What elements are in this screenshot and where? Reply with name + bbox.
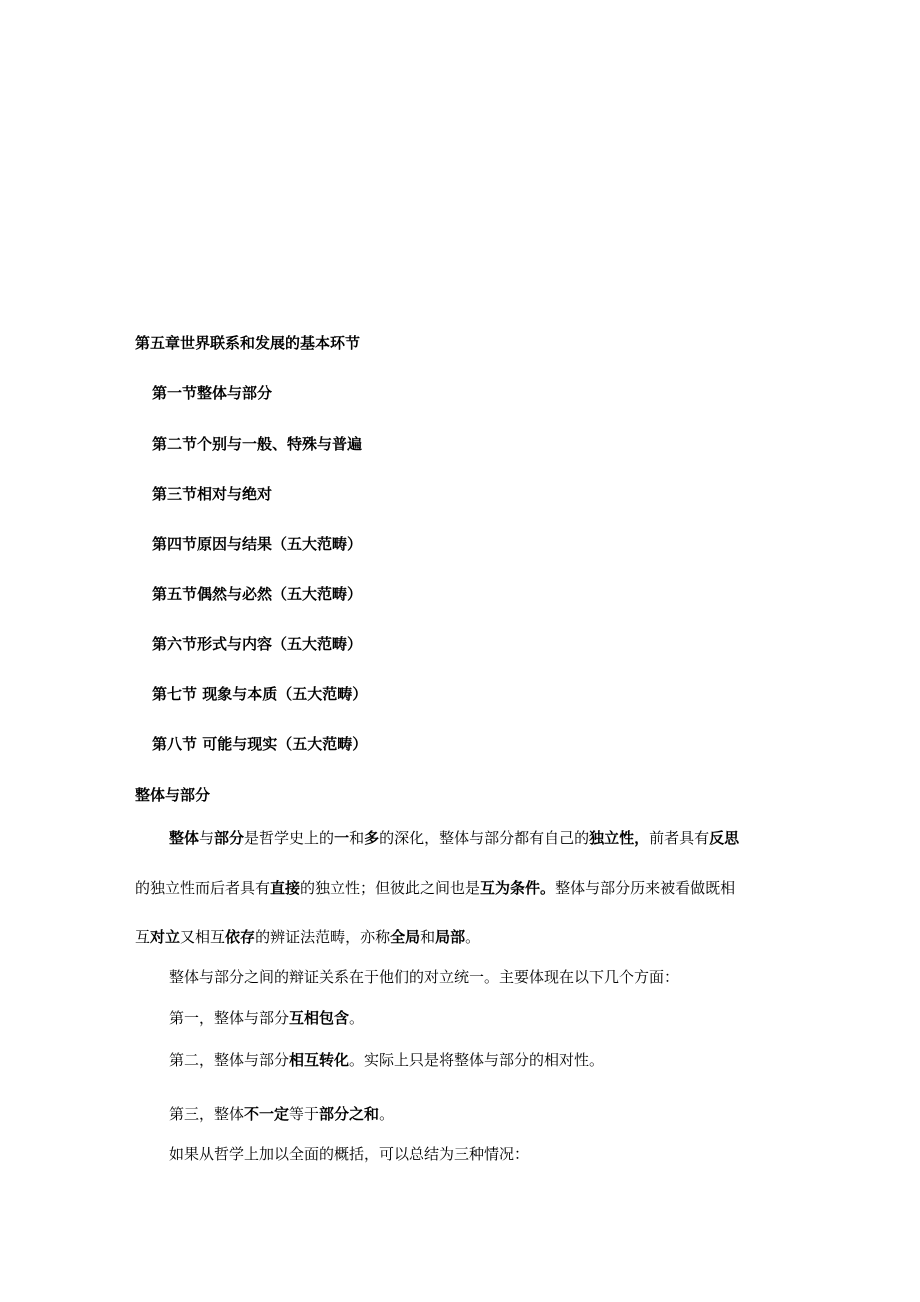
paragraph-2: 整体与部分之间的辩证关系在于他们的对立统一。主要体现在以下几个方面： [169,968,680,986]
term-sum-of-parts: 部分之和 [319,1105,380,1123]
text-run: 的独立性而后者具有 [135,879,271,897]
section-6-title: 第六节形式与内容（五大范畴） [152,635,363,653]
text-run: 第三，整体 [169,1105,245,1123]
text-run: 第二，整体与部分 [169,1051,290,1069]
term-independence: 独立性， [589,829,650,847]
section-5-title: 第五节偶然与必然（五大范畴） [152,585,363,603]
term-reflective: 反思 [709,829,740,847]
paragraph-1-line-1 [169,828,739,848]
term-one: 一 [334,829,350,847]
term-mutual-condition: 互为条件。 [480,879,556,897]
term-whole: 整体 [169,829,200,847]
term-direct: 直接 [270,879,301,897]
text-run: 整体与部分历来被看做既相 [555,879,736,897]
text-run: 的独立性；但彼此之间也是 [300,879,481,897]
term-part: 部分 [214,829,245,847]
paragraph-1-line-3 [135,927,480,947]
term-mutually-transform: 相互转化 [289,1051,350,1069]
point-2 [169,1050,604,1070]
point-1 [169,1008,364,1028]
text-run: 等于 [289,1105,320,1123]
paragraph-3: 如果从哲学上加以全面的概括，可以总结为三种情况： [169,1145,530,1163]
text-run: 。实际上只是将整体与部分的相对性。 [349,1051,605,1069]
section-2-title: 第二节个别与一般、特殊与普遍 [152,435,363,453]
text-run: 的深化，整体与部分都有自己的 [379,829,590,847]
section-3-title: 第三节相对与绝对 [152,485,273,503]
text-run: 。 [379,1105,395,1123]
text-run: 与 [199,829,215,847]
subheading: 整体与部分 [135,786,211,804]
term-not-necessarily: 不一定 [244,1105,290,1123]
text-run: 互 [135,928,151,946]
text-run: 第一，整体与部分 [169,1009,290,1027]
paragraph-1-line-2 [135,878,735,898]
chapter-title: 第五章世界联系和发展的基本环节 [135,334,361,352]
text-run: 前者具有 [649,829,710,847]
term-opposition: 对立 [150,928,181,946]
term-mutually-contain: 互相包含 [289,1009,350,1027]
section-7-title: 第七节 现象与本质（五大范畴） [152,685,368,703]
text-run: 。 [349,1009,365,1027]
text-run: 。 [465,928,481,946]
text-run: 和 [420,928,436,946]
term-overall: 全局 [390,928,421,946]
text-run: 是哲学史上的 [244,829,335,847]
point-3 [169,1104,394,1124]
text-run: 又相互 [180,928,226,946]
text-run: 的辨证法范畴，亦称 [255,928,391,946]
text-run: 和 [349,829,365,847]
term-many: 多 [364,829,380,847]
term-dependence: 依存 [225,928,256,946]
section-8-title: 第八节 可能与现实（五大范畴） [152,735,368,753]
section-4-title: 第四节原因与结果（五大范畴） [152,535,363,553]
section-1-title: 第一节整体与部分 [152,384,273,402]
term-local: 局部 [435,928,466,946]
